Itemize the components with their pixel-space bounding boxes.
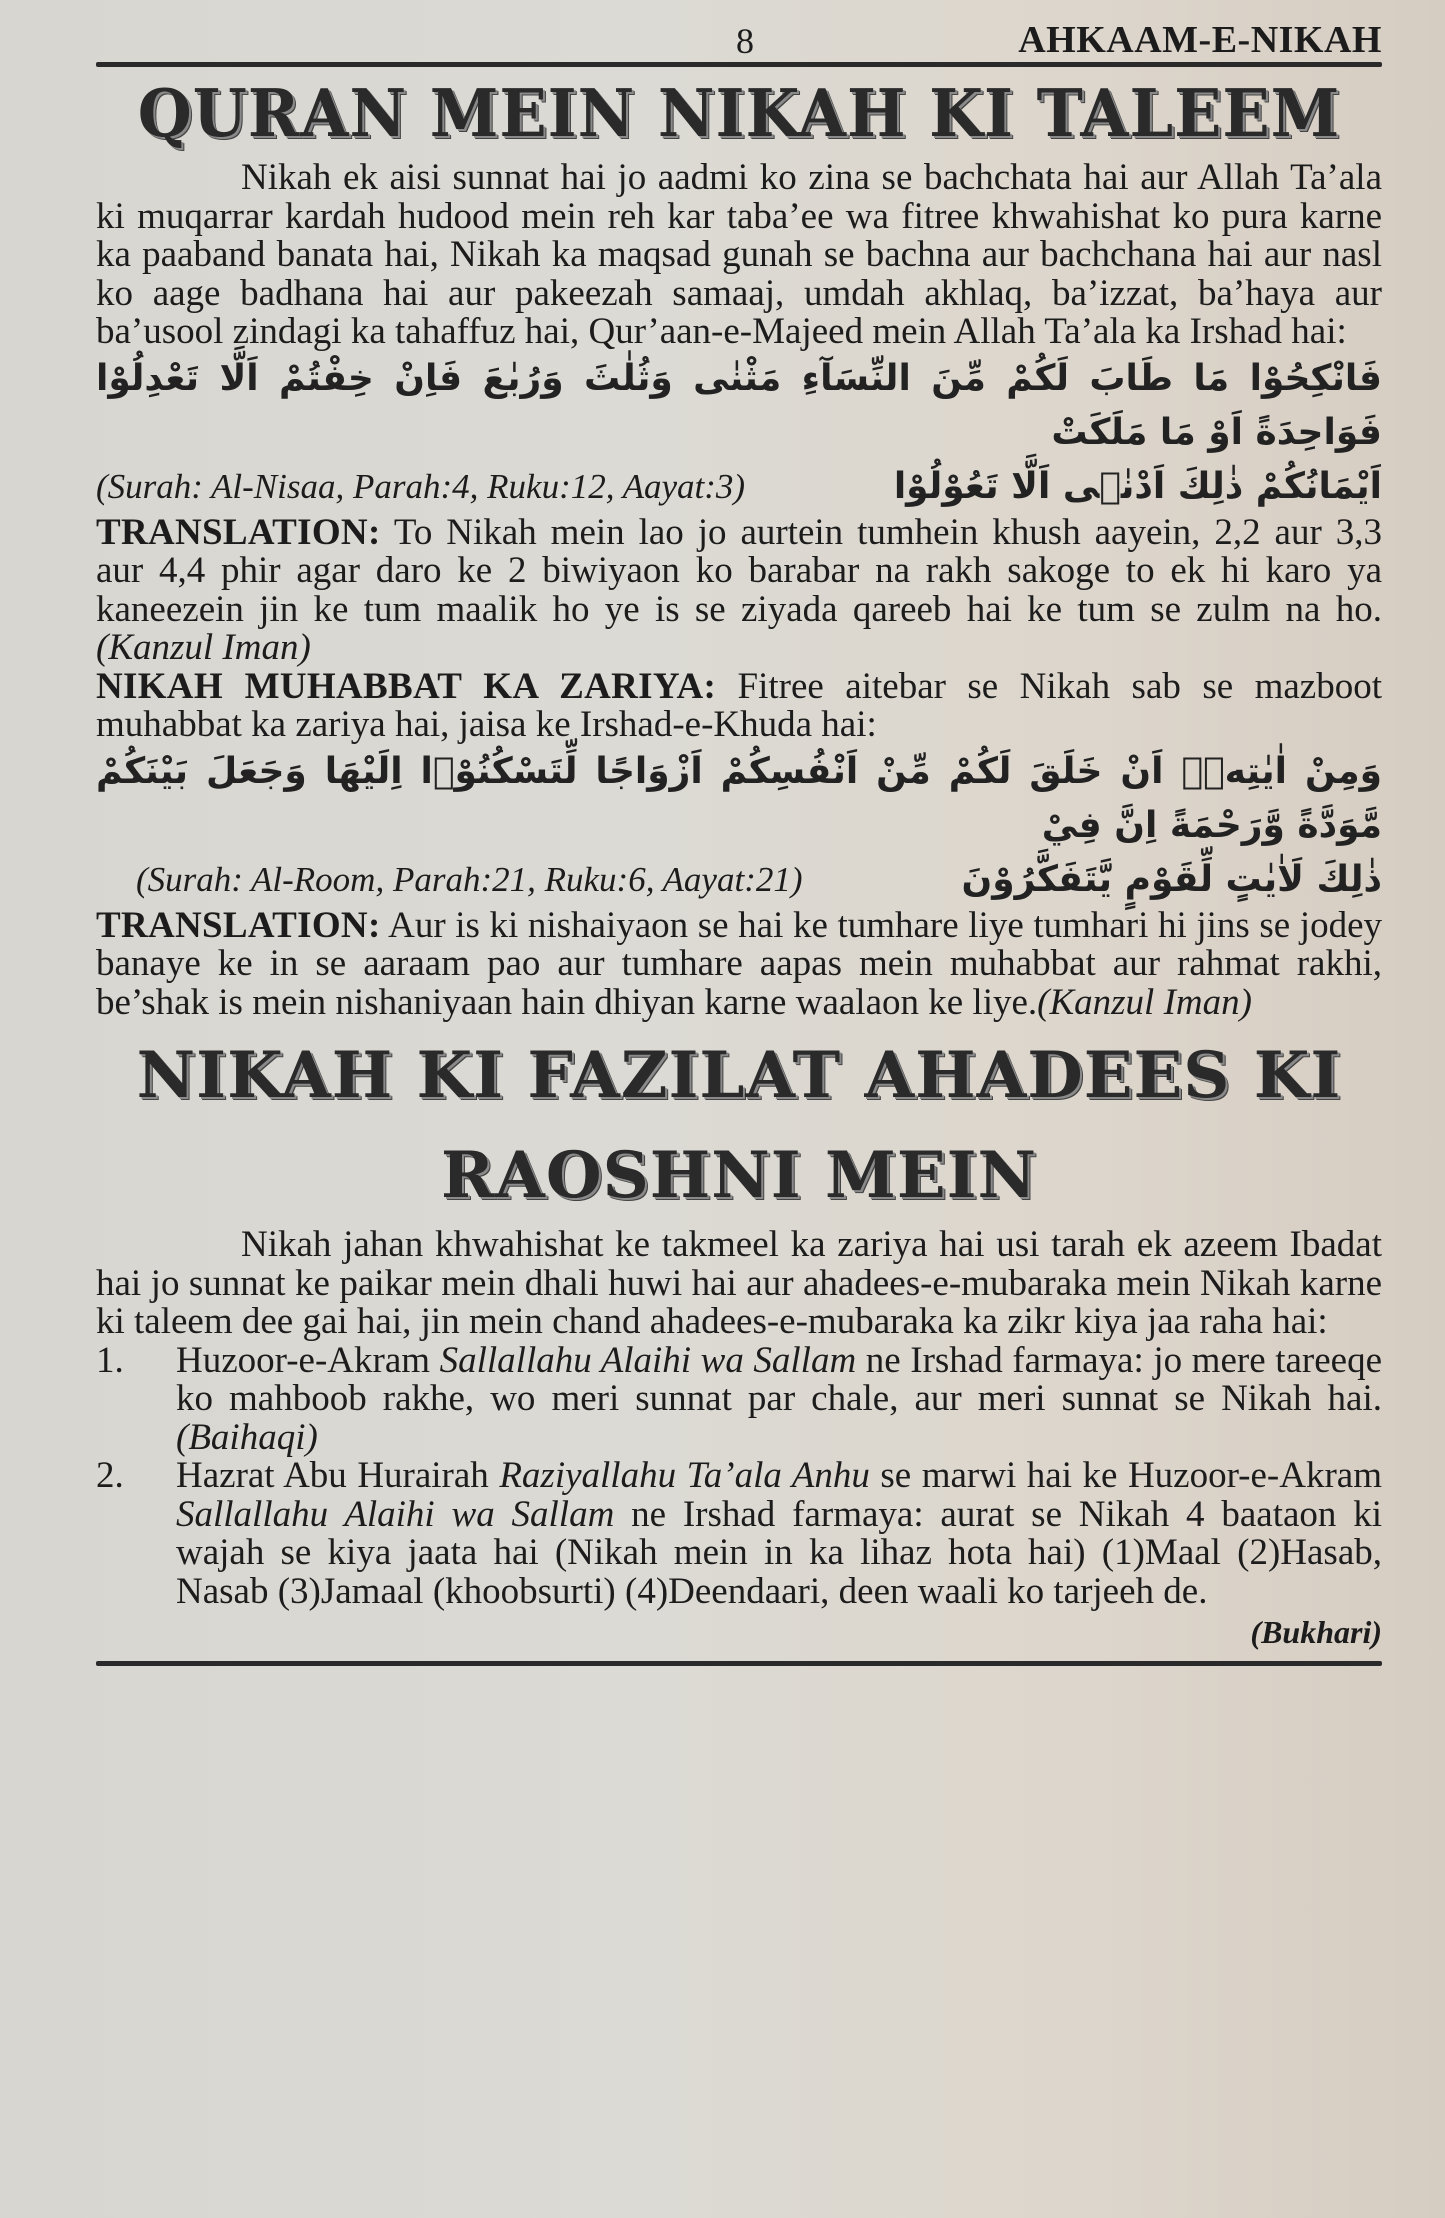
- section-title-ahadees-line1: NIKAH KI FAZILAT AHADEES KI: [136, 1038, 1342, 1113]
- section-title-quran: QURAN MEIN NIKAH KI TALEEM: [137, 75, 1341, 152]
- page-number: 8: [736, 21, 754, 61]
- hadith-item: [96, 1339, 1382, 1458]
- quran-verse-room-line2-row: [96, 853, 1382, 907]
- translation-text: Aur is ki nishaiyaon se hai ke tumhare liye tumhari hi jins se jodey banaye ke in se aaraam pao aur tumhare aapas mein muhabbat aur rahmat rakhi, be’shak is mein nishaniyaan hain dhiyan karne waalaon ke liye.: [96, 904, 1382, 1023]
- muhabbat-text: Fitree aitebar se Nikah sab se mazboot muhabbat ka zariya hai, jaisa ke Irshad-e-Khuda hai:: [96, 665, 1382, 745]
- hadith-list: [96, 1339, 1382, 1612]
- intro-paragraph: Nikah ek aisi sunnat hai jo aadmi ko zina se bachchata hai aur Allah Ta’ala ki muqarrar kardah hudood mein reh kar taba’ee wa fitree khwahishat ko pura karne ka paaband banata hai, Nikah ka maqsad gunah se bachna aur bachchana hai aur nasl ko aage badhana hai aur pakeezah samaaj, umdah akhlaq, ba’izzat, ba’haya aur ba’usool zindagi ka tahaffuz hai, Qur’aan-e-Majeed mein Allah Ta’ala ka Irshad hai:: [96, 157, 1382, 352]
- section-title-ahadees-line2: RAOSHNI MEIN: [440, 1138, 1038, 1213]
- translation-source: (Kanzul Iman): [96, 627, 311, 668]
- verse-reference-room: (Surah: Al-Room, Parah:21, Ruku:6, Aayat:21): [136, 859, 803, 899]
- translation-room: [96, 904, 1382, 1023]
- muhabbat-label: NIKAH MUHABBAT KA ZARIYA:: [96, 665, 717, 707]
- hadith-item: [96, 1457, 1382, 1611]
- honorific: Raziyallahu Ta’ala Anhu: [499, 1455, 870, 1496]
- running-title: AHKAAM-E-NIKAH: [1018, 19, 1382, 61]
- hadith-text: Hazrat Abu Hurairah Raziyallahu Ta’ala Anhu se marwi hai ke Huzoor-e-Akram Sallallahu Alaihi wa Sallam ne Irshad farmaya: aurat se Nikah 4 baataon ki wajah se kiya jaata hai (Nikah mein in ka lihaz hota hai) (1)Maal (2)Hasab, Nasab (3)Jamaal (khoobsurti) (4)Deendaari, deen waali ko tarjeeh de.: [176, 1455, 1382, 1612]
- muhabbat-paragraph: [96, 665, 1382, 745]
- translation-source: (Kanzul Iman): [1037, 981, 1252, 1023]
- quran-verse-room-line1: وَمِنْ اٰيٰتِهٖۤ اَنْ خَلَقَ لَكُمْ مِّنْ اَنْفُسِكُمْ اَزْوَاجًا لِّتَسْكُنُوْۤا اِلَيْهَا وَجَعَلَ بَيْنَكُمْ مَّوَدَّةً وَّرَحْمَةً اِنَّ فِيْ: [96, 750, 1382, 846]
- honorific: Sallallahu Alaihi wa Sallam: [439, 1339, 857, 1381]
- hadith-number: 1.: [96, 1339, 124, 1381]
- ahadees-intro-paragraph: Nikah jahan khwahishat ke takmeel ka zariya hai usi tarah ek azeem Ibadat hai jo sunnat ke paikar mein dhali huwi hai aur ahadees-e-mubaraka mein Nikah karne ki taleem dee gai hai, jin mein chand ahadees-e-mubaraka ka zikr kiya jaa raha hai:: [96, 1224, 1382, 1342]
- quran-verse-nisaa-line2: اَيْمَانُكُمْ ذٰلِكَ اَدْنٰۤى اَلَّا تَعُوْلُوْا: [893, 465, 1382, 507]
- book-page: [96, 0, 1382, 1666]
- quran-verse-room-line2: ذٰلِكَ لَاٰيٰتٍ لِّقَوْمٍ يَّتَفَكَّرُوْنَ: [961, 858, 1382, 900]
- translation-nisaa: [96, 511, 1382, 668]
- hadith-number: 2.: [96, 1455, 124, 1496]
- translation-label: TRANSLATION:: [96, 904, 381, 946]
- page-header: [96, 0, 1382, 62]
- translation-text: To Nikah mein lao jo aurtein tumhein khush aayein, 2,2 aur 3,3 aur 4,4 phir agar daro ke 2 biwiyaon ko barabar na rakh sakoge to ek hi karo ya kaneezein jin ke tum maalik ho ye is se ziyada qareeb hai ke tum se zulm na ho.: [96, 511, 1382, 630]
- honorific: Sallallahu Alaihi wa Sallam: [176, 1493, 615, 1535]
- hadith-source-bukhari: (Bukhari): [1250, 1614, 1382, 1650]
- translation-label: TRANSLATION:: [96, 511, 381, 553]
- quran-verse-nisaa-line1: فَانْكِحُوْا مَا طَابَ لَكُمْ مِّنَ النِّسَآءِ مَثْنٰى وَثُلٰثَ وَرُبٰعَ فَاِنْ خِفْتُمْ اَلَّا تَعْدِلُوْا فَوَاحِدَةً اَوْ مَا مَلَكَتْ: [96, 357, 1382, 453]
- quran-verse-nisaa-line2-row: [96, 460, 1382, 514]
- footer-rule: [96, 1661, 1382, 1666]
- verse-reference-nisaa: (Surah: Al-Nisaa, Parah:4, Ruku:12, Aayat:3): [96, 466, 746, 506]
- hadith-source: (Baihaqi): [176, 1416, 318, 1458]
- hadith-text: Huzoor-e-Akram Sallallahu Alaihi wa Sallam ne Irshad farmaya: jo mere tareeqe ko mahboob rakhe, wo meri sunnat par chale, aur meri sunnat se Nikah hai. (Baihaqi): [176, 1339, 1382, 1458]
